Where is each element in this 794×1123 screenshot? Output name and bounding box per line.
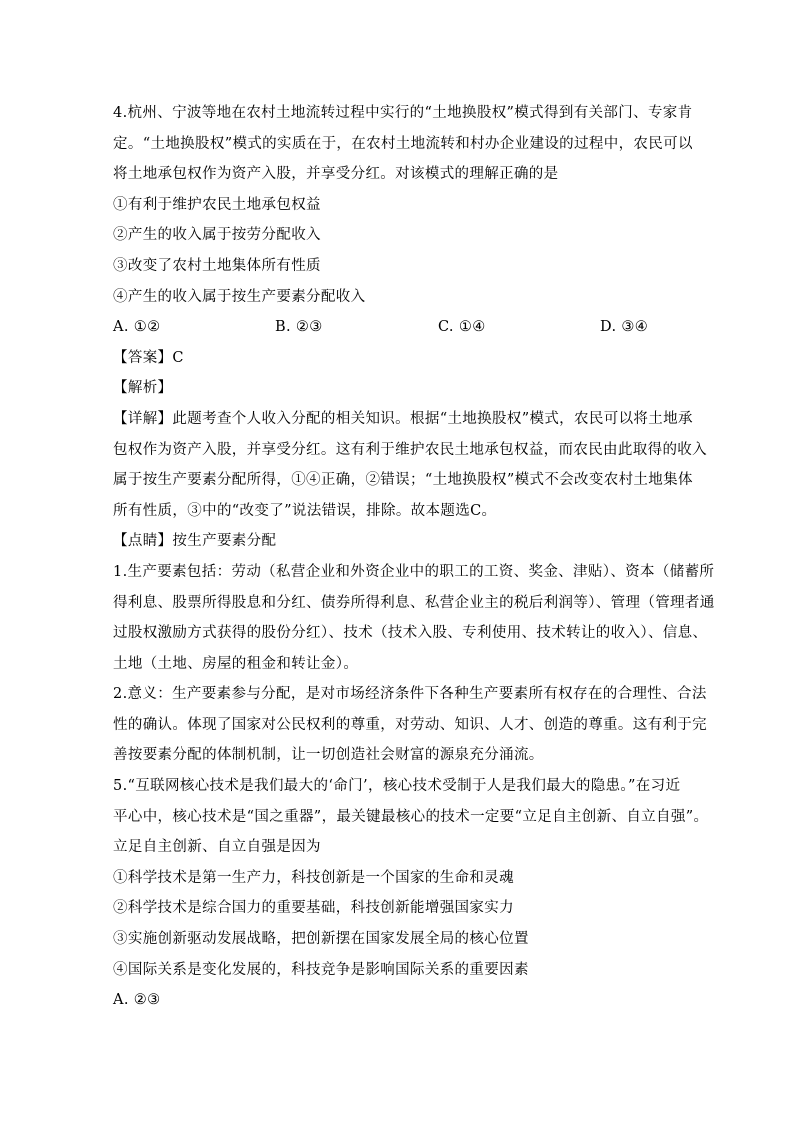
key-point-heading: 【点睛】按生产要素分配 — [113, 533, 277, 550]
option-a: A. ①② — [113, 319, 161, 336]
question-5 — [113, 771, 709, 1016]
statement-2: ②产生的收入属于按劳分配收入 — [113, 227, 321, 244]
statement-3: ③实施创新驱动发展战略，把创新摆在国家发展全局的核心位置 — [113, 931, 529, 948]
detail-line: 所有性质，③中的“改变了”说法错误，排除。故本题选C。 — [113, 502, 497, 519]
point-line: 过股权激励方式获得的股份分红）、技术（技术入股、专利使用、技术转让的收入）、信息、 — [113, 625, 708, 642]
analysis-heading: 【解析】 — [113, 380, 173, 397]
document-content — [113, 98, 715, 1016]
statement-1: ①科学技术是第一生产力，科技创新是一个国家的生命和灵魂 — [113, 869, 514, 886]
point-line: 2.意义：生产要素参与分配，是对市场经济条件下各种生产要素所有权存在的合理性、合法 — [113, 686, 707, 703]
statement-4: ④国际关系是变化发展的，科技竞争是影响国际关系的重要因素 — [113, 961, 529, 978]
question-4 — [113, 98, 715, 771]
option-b: B. ②③ — [275, 319, 323, 336]
option-d: D. ③④ — [600, 319, 649, 336]
detail-explanation — [113, 404, 707, 526]
key-point-1 — [113, 557, 715, 679]
detail-line: 属于按生产要素分配所得，①④正确，②错误；“土地换股权”模式不会改变农村土地集体 — [113, 472, 693, 489]
stem-line: 平心中，核心技术是“国之重器”，最关键最核心的技术一定要“立足自主创新、自立自强”。 — [113, 808, 709, 825]
statement-3: ③改变了农村土地集体所有性质 — [113, 257, 321, 274]
point-line: 1.生产要素包括：劳动（私营企业和外资企业中的职工的工资、奖金、津贴）、资本（储蓄所 — [113, 563, 715, 580]
point-line: 土地（土地、房屋的租金和转让金）。 — [113, 655, 359, 672]
key-point-2 — [113, 679, 707, 771]
stem-line: 4.杭州、宁波等地在农村土地流转过程中实行的“土地换股权”模式得到有关部门、专家肯 — [113, 105, 693, 121]
stem-line: 定。“土地换股权”模式的实质在于，在农村土地流转和村办企业建设的过程中，农民可以 — [113, 135, 693, 152]
statement-2: ②科学技术是综合国力的重要基础，科技创新能增强国家实力 — [113, 900, 514, 917]
statement-4: ④产生的收入属于按生产要素分配收入 — [113, 288, 366, 305]
detail-line: 包权作为资产入股，并享受分红。这有利于维护农民土地承包权益，而农民由此取得的收入 — [113, 441, 707, 458]
point-line: 性的确认。体现了国家对公民权利的尊重，对劳动、知识、人才、创造的尊重。这有利于完 — [113, 716, 707, 733]
answer: 【答案】C — [113, 349, 184, 366]
detail-line: 【详解】此题考查个人收入分配的相关知识。根据“土地换股权”模式，农民可以将土地承 — [113, 410, 693, 427]
option-c: C. ①④ — [438, 319, 486, 336]
option-a: A. ②③ — [113, 992, 161, 1009]
point-line: 善按要素分配的体制机制，让一切创造社会财富的源泉充分涌流。 — [113, 747, 544, 764]
question-4-statements — [113, 190, 683, 312]
point-line: 得利息、股票所得股息和分红、债券所得利息、私营企业主的税后利润等）、管理（管理者通 — [113, 594, 715, 611]
question-4-stem — [113, 98, 693, 190]
question-5-statements — [113, 863, 683, 985]
question-4-options — [113, 312, 683, 343]
stem-line: 5.“互联网核心技术是我们最大的‘命门’，核心技术受制于人是我们最大的隐患。”在习近 — [113, 778, 681, 795]
stem-line: 立足自主创新、自立自强是因为 — [113, 839, 321, 856]
stem-line: 将土地承包权作为资产入股，并享受分红。对该模式的理解正确的是 — [113, 166, 559, 183]
question-5-stem — [113, 771, 709, 863]
statement-1: ①有利于维护农民土地承包权益 — [113, 196, 321, 213]
